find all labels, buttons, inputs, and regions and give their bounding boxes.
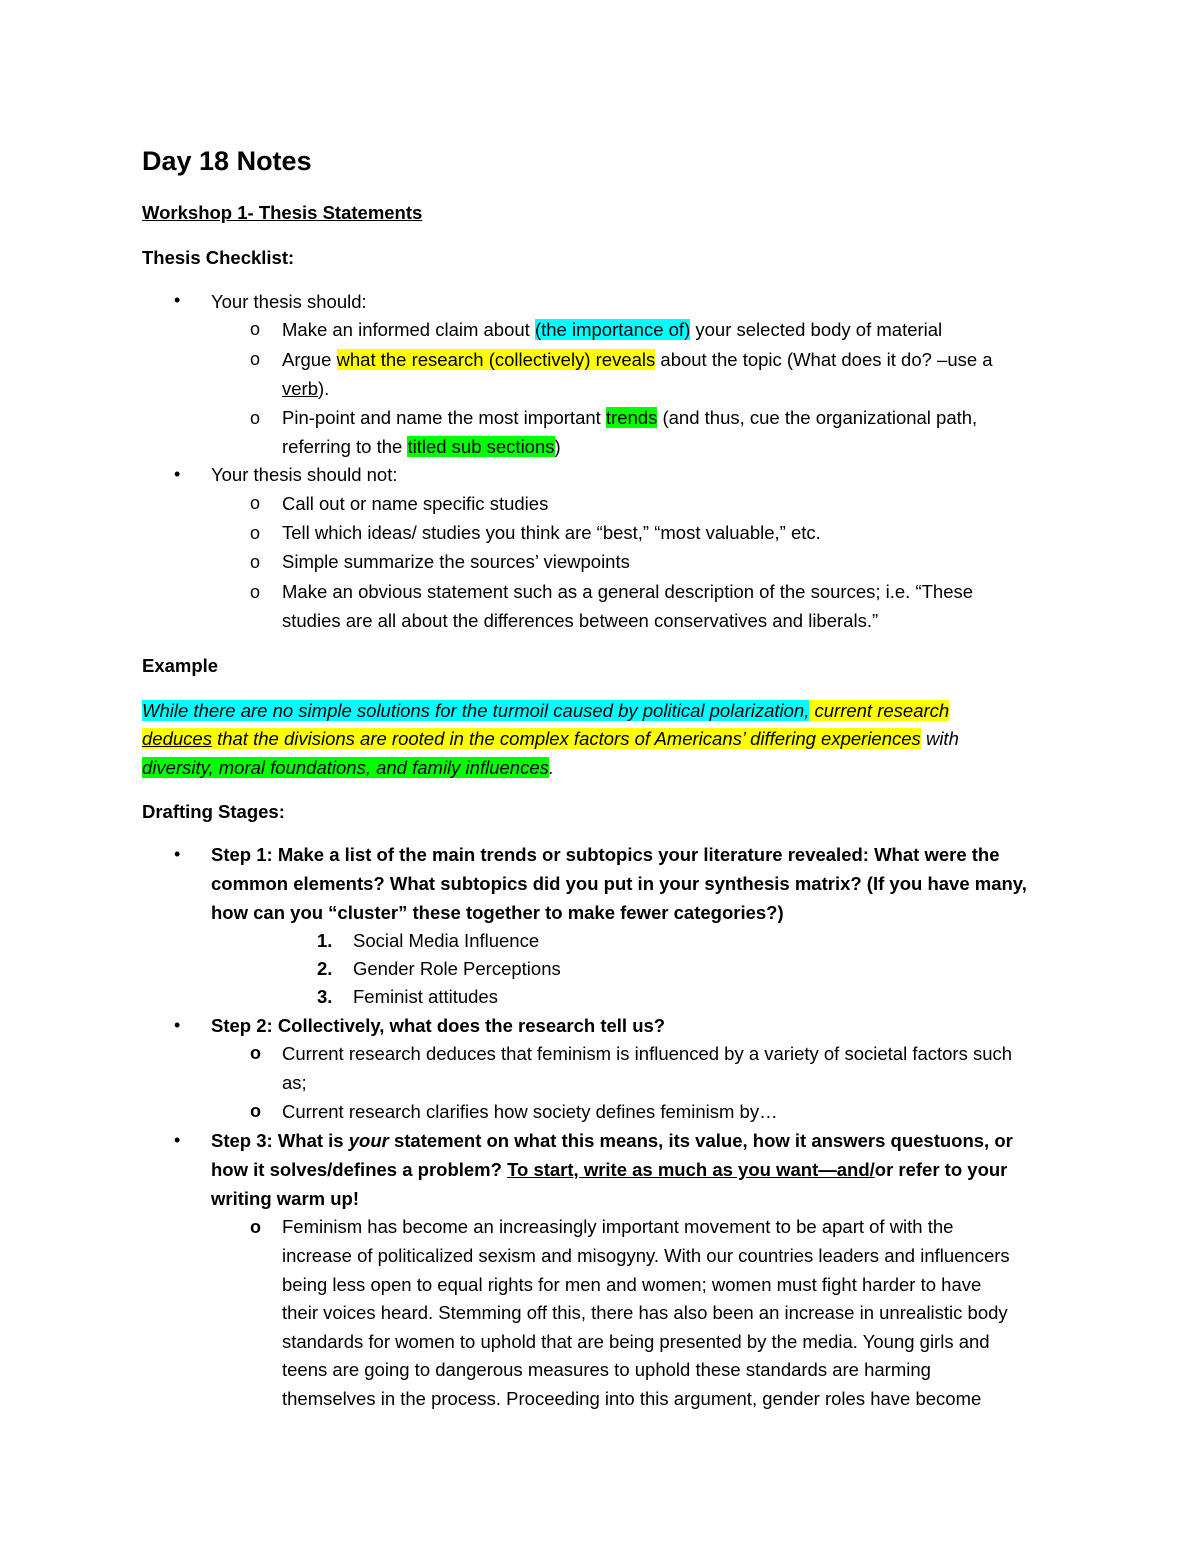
sub-bullet-icon: o: [250, 319, 261, 339]
bullet-icon: •: [174, 290, 181, 310]
step1-line: how can you “cluster” these together to make fewer categories?): [211, 902, 784, 923]
step3-paragraph-line: Feminism has become an increasingly important movement to be apart of with the: [282, 1216, 954, 1237]
should-item-1: Make an informed claim about (the importance of) your selected body of material: [282, 319, 943, 340]
step2-heading: Step 2: Collectively, what does the research tell us?: [211, 1015, 666, 1036]
should-not-item: Simple summarize the sources’ viewpoints: [282, 551, 630, 572]
example-line-1: While there are no simple solutions for the turmoil caused by political polarization, current research: [142, 700, 950, 721]
should-item-3-cont: referring to the titled sub sections): [282, 436, 561, 457]
step2-item: Current research clarifies how society defines feminism by…: [282, 1101, 778, 1122]
bullet-icon: •: [174, 1130, 181, 1150]
sub-bullet-icon: o: [250, 552, 261, 572]
step1-line: common elements? What subtopics did you put in your synthesis matrix? (If you have many,: [211, 873, 1027, 894]
page-title: Day 18 Notes: [142, 146, 312, 176]
should-not-heading: Your thesis should not:: [211, 464, 398, 485]
step3-line-1: Step 3: What is your statement on what this means, its value, how it answers questuons, or: [211, 1130, 1013, 1151]
step2-item: Current research deduces that feminism is influenced by a variety of societal factors such: [282, 1043, 1013, 1064]
bullet-icon: •: [174, 464, 181, 484]
should-item-2-cont: verb).: [282, 378, 330, 399]
should-item-3: Pin-point and name the most important trends (and thus, cue the organizational path,: [282, 407, 978, 428]
step3-paragraph-line: increase of politicalized sexism and misogyny. With our countries leaders and influencers: [282, 1245, 1010, 1266]
sub-bullet-icon: o: [250, 349, 261, 369]
list-item: 2. Gender Role Perceptions: [317, 958, 561, 979]
step3-line-2: how it solves/defines a problem? To start, write as much as you want—and/or refer to your: [211, 1159, 1008, 1180]
sub-bullet-icon: o: [250, 1101, 261, 1121]
drafting-heading: Drafting Stages:: [142, 801, 285, 822]
sub-bullet-icon: o: [250, 1043, 261, 1063]
step3-paragraph-line: themselves in the process. Proceeding into this argument, gender roles have become: [282, 1388, 982, 1409]
should-item-2: Argue what the research (collectively) reveals about the topic (What does it do? –use a: [282, 349, 993, 370]
should-not-item: Make an obvious statement such as a general description of the sources; i.e. “These: [282, 581, 974, 602]
step3-paragraph-line: standards for women to uphold that are being presented by the media. Young girls and: [282, 1331, 990, 1352]
step3-line-3: writing warm up!: [211, 1188, 359, 1209]
example-heading: Example: [142, 655, 219, 676]
bullet-icon: •: [174, 844, 181, 864]
step2-item-cont: as;: [282, 1072, 307, 1093]
should-heading: Your thesis should:: [211, 291, 367, 312]
checklist-heading: Thesis Checklist:: [142, 247, 295, 268]
step3-paragraph-line: being less open to equal rights for men and women; women must fight harder to have: [282, 1274, 982, 1295]
example-line-3: diversity, moral foundations, and family influences.: [142, 757, 554, 778]
step3-paragraph-line: their voices heard. Stemming off this, there has also been an increase in unrealistic body: [282, 1302, 1008, 1323]
sub-bullet-icon: o: [250, 1217, 261, 1237]
sub-bullet-icon: o: [250, 523, 261, 543]
should-not-item-cont: studies are all about the differences between conservatives and liberals.”: [282, 610, 879, 631]
sub-bullet-icon: o: [250, 408, 261, 428]
list-item: 3. Feminist attitudes: [317, 986, 498, 1007]
bullet-icon: •: [174, 1015, 181, 1035]
should-not-item: Call out or name specific studies: [282, 493, 549, 514]
example-line-2: deduces that the divisions are rooted in the complex factors of Americans’ differing experiences with: [142, 728, 959, 749]
sub-bullet-icon: o: [250, 493, 261, 513]
workshop-heading: Workshop 1- Thesis Statements: [142, 202, 423, 223]
should-not-item: Tell which ideas/ studies you think are “best,” “most valuable,” etc.: [282, 522, 821, 543]
sub-bullet-icon: o: [250, 582, 261, 602]
step1-line: Step 1: Make a list of the main trends or subtopics your literature revealed: What were the: [211, 844, 1000, 865]
list-item: 1. Social Media Influence: [317, 930, 540, 951]
step3-paragraph-line: teens are going to dangerous measures to uphold these standards are harming: [282, 1359, 931, 1380]
